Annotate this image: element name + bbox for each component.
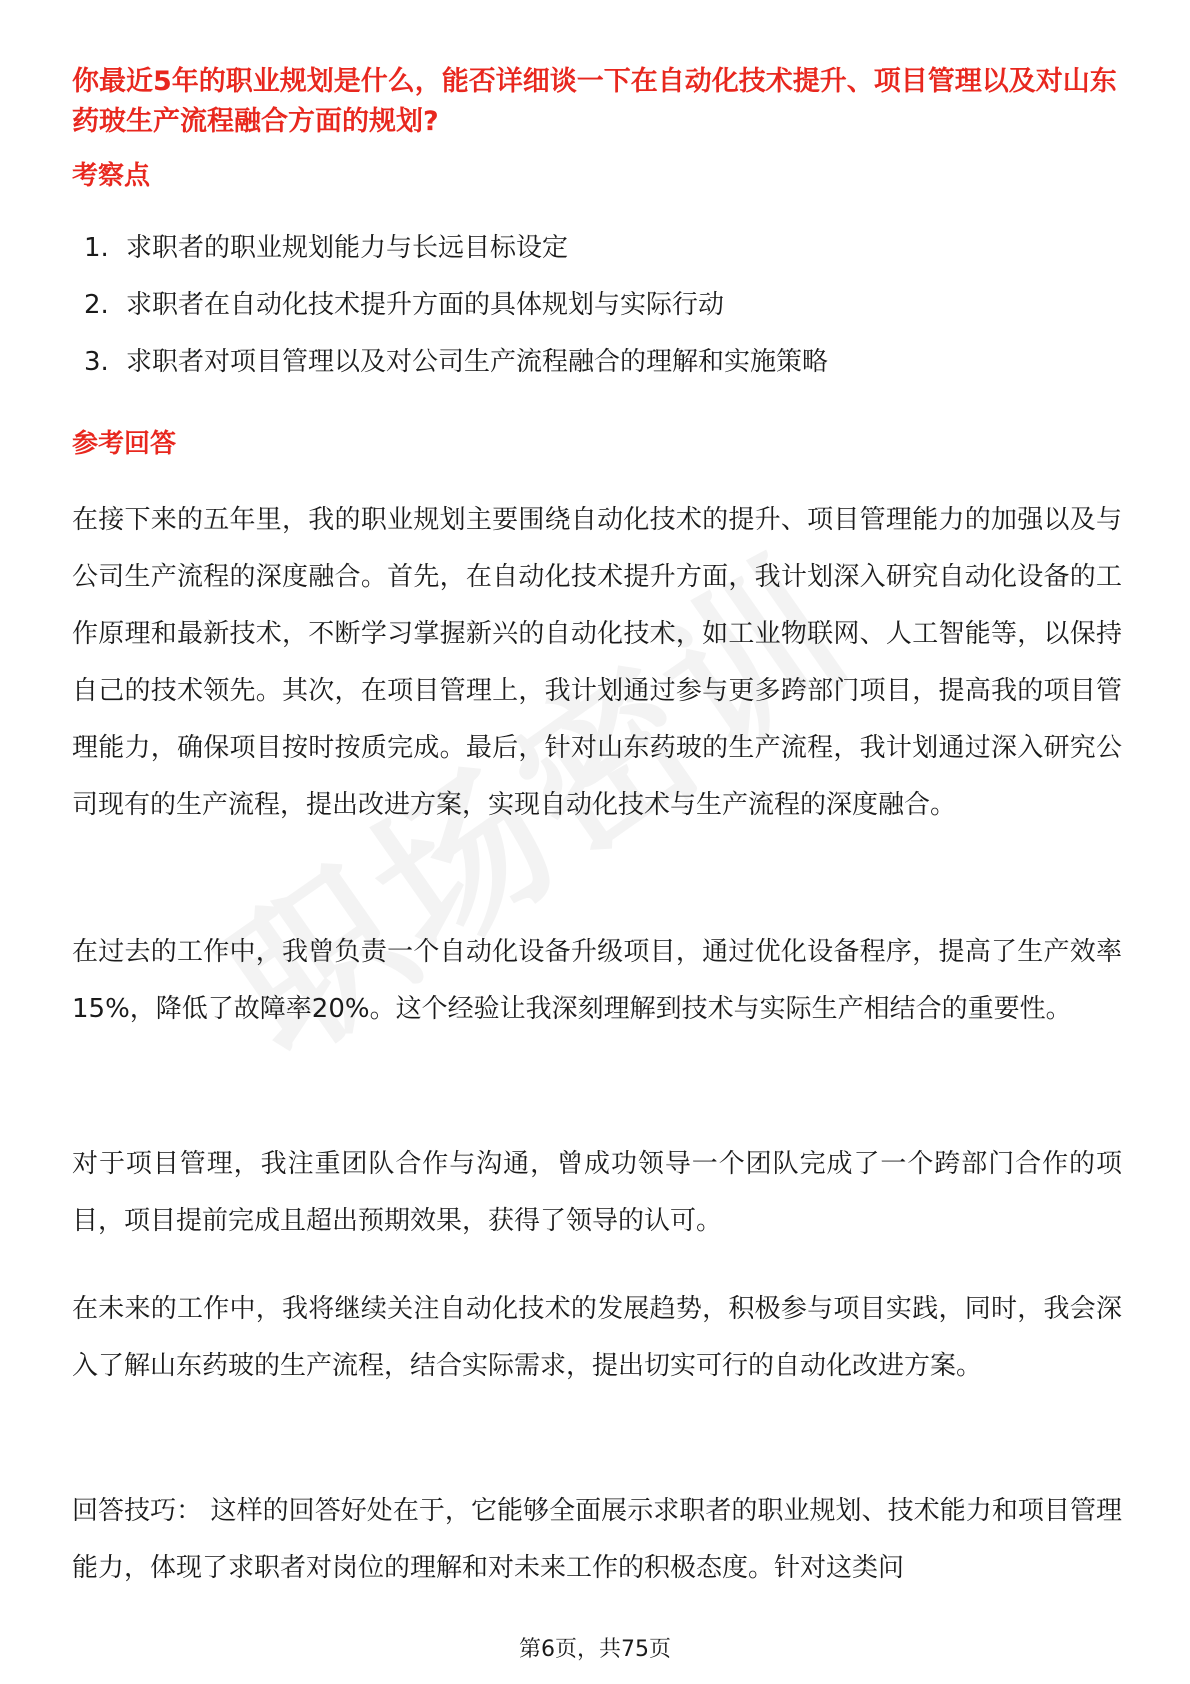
answer-paragraph: 在过去的工作中，我曾负责一个自动化设备升级项目，通过优化设备程序，提高了生产效率15%，降低了故障率20%。这个经验让我深刻理解到技术与实际生产相结合的重要性。 — [72, 937, 1122, 1024]
answer-paragraph: 对于项目管理，我注重团队合作与沟通，曾成功领导一个团队完成了一个跨部门合作的项目，项目提前完成且超出预期效果，获得了领导的认可。 — [72, 1149, 1122, 1236]
list-item-number: 3. — [84, 347, 109, 377]
question-heading: 你最近5年的职业规划是什么，能否详细谈一下在自动化技术提升、项目管理以及对山东药玻生产流程融合方面的规划? — [72, 66, 1117, 137]
list-item-text: 求职者在自动化技术提升方面的具体规划与实际行动 — [126, 290, 725, 320]
examination-points-list — [84, 230, 1124, 401]
list-item-number: 2. — [84, 290, 109, 320]
list-item-text: 求职者的职业规划能力与长远目标设定 — [126, 233, 569, 263]
examination-points-title: 考察点 — [72, 161, 151, 191]
list-item-text: 求职者对项目管理以及对公司生产流程融合的理解和实施策略 — [126, 347, 829, 377]
page-number-footer: 第6页，共75页 — [519, 1637, 671, 1662]
answer-paragraph: 在接下来的五年里，我的职业规划主要围绕自动化技术的提升、项目管理能力的加强以及与公司生产流程的深度融合。首先，在自动化技术提升方面，我计划深入研究自动化设备的工作原理和最新技术，不断学习掌握新兴的自动化技术，如工业物联网、人工智能等，以保持自己的技术领先。其次，在项目管理上，我计划通过参与更多跨部门项目，提高我的项目管理能力，确保项目按时按质完成。最后，针对山东药玻的生产流程，我计划通过深入研究公司现有的生产流程，提出改进方案，实现自动化技术与生产流程的深度融合。 — [72, 505, 1122, 820]
answer-paragraph: 在未来的工作中，我将继续关注自动化技术的发展趋势，积极参与项目实践，同时，我会深入了解山东药玻的生产流程，结合实际需求，提出切实可行的自动化改进方案。 — [72, 1294, 1122, 1381]
list-item — [84, 230, 1124, 287]
list-item-number: 1. — [84, 233, 109, 263]
reference-answer-title: 参考回答 — [72, 429, 177, 459]
list-item — [84, 287, 1124, 344]
list-item — [84, 344, 1124, 401]
answer-tips-paragraph: 回答技巧： 这样的回答好处在于，它能够全面展示求职者的职业规划、技术能力和项目管理能力，体现了求职者对岗位的理解和对未来工作的积极态度。针对这类问 — [72, 1496, 1122, 1583]
